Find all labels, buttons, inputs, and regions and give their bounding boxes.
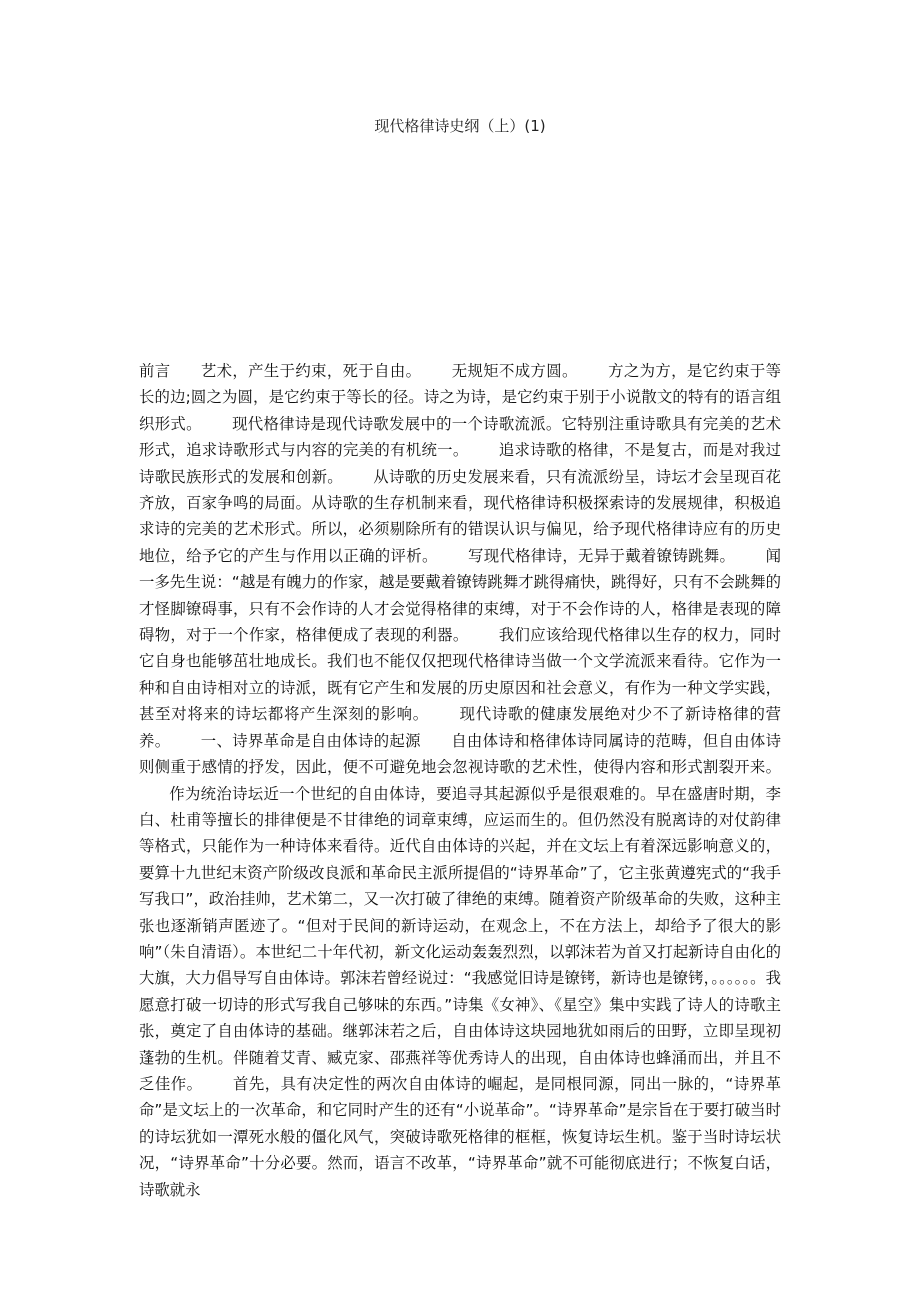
paragraph: 首先，具有决定性的两次自由体诗的崛起，是同根同源，同出一脉的，“诗界革命”是文坛上的一次革命，和它同时产生的还有“小说革命”。“诗界革命”是宗旨在于要打破当时的诗坛犹如一潭死水般的僵化风气，突破诗歌死格律的框框，恢复诗坛生机。鉴于当时诗坛状况，“诗界革命”十分必要。然而，语言不改革，“诗界革命”就不可能彻底进行；不恢复白话，诗歌就永 bbox=[139, 1074, 781, 1199]
paragraph-preface-label: 前言 bbox=[139, 362, 171, 380]
document-title: 现代格律诗史纲（上）(1) bbox=[374, 117, 546, 135]
paragraph: 无规矩不成方圆。 bbox=[451, 362, 578, 380]
paragraph: 现代诗歌的健康发展绝对少不了新诗格律的营养。 bbox=[139, 705, 781, 750]
paragraph: 从诗歌的历史发展来看，只有流派纷呈，诗坛才会呈现百花齐放，百家争鸣的局面。从诗歌的生存机制来看，现代格律诗积极探索诗的发展规律，积极追求诗的完美的艺术形式。所以，必须剔除所有的错误认识与偏见，给予现代格律诗应有的历史地位，给予它的产生与作用以正确的评析。 bbox=[139, 467, 781, 565]
paragraph: 作为统治诗坛近一个世纪的自由体诗，要追寻其起源似乎是很艰难的。早在盛唐时期，李白、杜甫等擅长的排律便是不甘律绝的词章束缚，应运而生的。但仍然没有脱离诗的对仗韵律等格式，只能作为一种诗体来看待。近代自由体诗的兴起，并在文坛上有着深远影响意义的，要算十九世纪末资产阶级改良派和革命民主派所提倡的“诗界革命”了，它主张黄遵宪式的“我手写我口”，政治挂帅，艺术第二，又一次打破了律绝的束缚。随着资产阶级革命的失败，这种主张也逐渐销声匿迹了。“但对于民间的新诗运动，在观念上，不在方法上，却给予了很大的影响”（朱自清语）。本世纪二十年代初，新文化运动轰轰烈烈，以郭沫若为首又打起新诗自由化的大旗，大力倡导写自由体诗。郭沫若曾经说过：“我感觉旧诗是镣铐，新诗也是镣铐，。。。。。。我愿意打破一切诗的形式写我自己够味的东西。”诗集《女神》、《星空》集中实践了诗人的诗歌主张，奠定了自由体诗的基础。继郭沫若之后，自由体诗这块园地犹如雨后的田野，立即呈现初蓬勃的生机。伴随着艾青、臧克家、邵燕祥等优秀诗人的出现，自由体诗也蜂涌而出，并且不乏佳作。 bbox=[139, 784, 781, 1093]
paragraph: 方之为方，是它约束于等长的边;圆之为圆，是它约束于等长的径。诗之为诗，是它约束于别于小说散文的特有的语言组织形式。 bbox=[139, 362, 781, 433]
paragraph: 闻一多先生说：“越是有魄力的作家，越是要戴着镣铸跳舞才跳得痛快，跳得好，只有不会跳舞的才怪脚镣碍事，只有不会作诗的人才会觉得格律的束缚，对于不会作诗的人，格律是表现的障碍物，对于一个作家，格律便成了表现的利器。 bbox=[139, 546, 781, 645]
paragraph: 我们应该给现代格律以生存的权力，同时它自身也能够茁壮地成长。我们也不能仅仅把现代格律诗当做一个文学流派来看待。它作为一种和自由诗相对立的诗派，既有它产生和发展的历史原因和社会意义，有作为一种文学实践，甚至对将来的诗坛都将产生深刻的影响。 bbox=[139, 626, 781, 724]
paragraph: 追求诗歌的格律，不是复古，而是对我过诗歌民族形式的发展和创新。 bbox=[139, 441, 781, 486]
paragraph: 写现代格律诗，无异于戴着镣铸跳舞。 bbox=[467, 546, 736, 565]
document-body bbox=[139, 358, 781, 1203]
paragraph: 现代格律诗是现代诗歌发展中的一个诗歌流派。它特别注重诗歌具有完美的艺术形式，追求诗歌形式与内容的完美的有机统一。 bbox=[139, 414, 781, 460]
paragraph: 艺术，产生于约束，死于自由。 bbox=[200, 362, 422, 380]
section-heading: 一、诗界革命是自由体诗的起源 bbox=[200, 731, 421, 750]
paragraph: 自由体诗和格律体诗同属诗的范畴，但自由体诗则侧重于感情的抒发，因此，便不可避免地会忽视诗歌的艺术性，使得内容和形式割裂开来。 bbox=[139, 731, 781, 777]
